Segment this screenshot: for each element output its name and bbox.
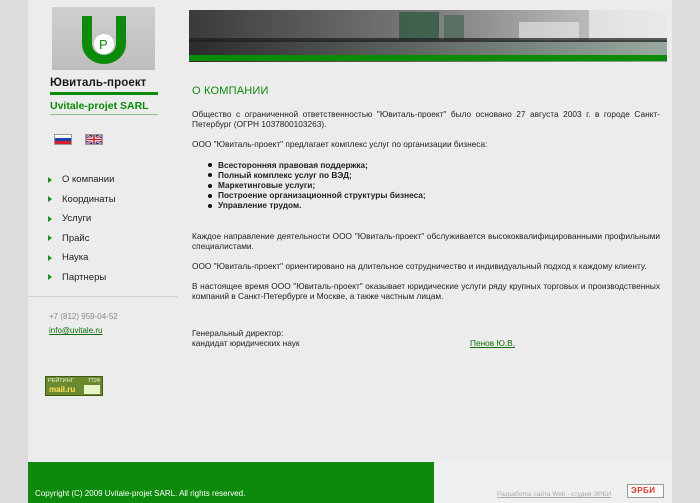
uk-flag-icon[interactable]	[85, 134, 103, 145]
nav-item-contacts[interactable]	[48, 190, 116, 210]
intro-paragraph: Общество с ограниченной ответственностью "Ювиталь-проект" было основано 27 августа 2003 г. в городе Санкт-Петербург (ОГРН 1037800103263).	[192, 109, 660, 130]
nav-link[interactable]: О компании	[62, 174, 115, 186]
counter-logo: mail.ru	[49, 385, 76, 394]
email-link[interactable]: info@uvitale.ru	[49, 326, 103, 335]
logo-icon[interactable]	[78, 14, 130, 64]
developer-logo-text: ЭРБИ	[631, 486, 656, 495]
left-gutter	[0, 0, 28, 503]
brand-name-en: Uvitale-projet SARL	[50, 100, 149, 112]
arrow-right-icon	[48, 196, 52, 202]
right-gutter	[672, 0, 700, 503]
arrow-right-icon	[48, 235, 52, 241]
nav-item-science[interactable]	[48, 248, 116, 268]
list-item: Построение организационной структуры бизнеса;	[218, 190, 660, 200]
signer-degree: кандидат юридических наук	[192, 338, 300, 349]
arrow-right-icon	[48, 274, 52, 280]
nav-link[interactable]: Услуги	[62, 213, 92, 225]
developer-logo[interactable]	[627, 484, 664, 498]
brand-divider	[50, 92, 158, 95]
signer-title: Генеральный директор:	[192, 328, 284, 338]
sidebar-divider	[28, 296, 178, 297]
brand-divider-thin	[50, 114, 158, 115]
arrow-right-icon	[48, 216, 52, 222]
nav-item-partners[interactable]	[48, 268, 116, 288]
counter-value: 7724	[87, 378, 100, 384]
arrow-right-icon	[48, 177, 52, 183]
nav-link[interactable]: Прайс	[62, 232, 90, 244]
arrow-right-icon	[48, 255, 52, 261]
nav-link[interactable]: Наука	[62, 252, 89, 264]
list-item: Полный комплекс услуг по ВЭД;	[218, 170, 660, 180]
brand-name-ru: Ювиталь-проект	[50, 77, 147, 89]
nav-item-price[interactable]	[48, 229, 116, 249]
list-item: Маркетинговые услуги;	[218, 180, 660, 190]
copyright-text: Copyright (C) 2009 Uvitale-projet SARL. All rights reserved.	[35, 489, 246, 498]
clients-paragraph: В настоящее время ООО "Ювиталь-проект" оказывает юридические услуги ряду крупных торговых и производственных компаний в Санкт-Петербурге и Москве, а также частным лицам.	[192, 281, 660, 302]
nav-item-about[interactable]	[48, 170, 116, 190]
phone-number: +7 (812) 959-04-52	[49, 312, 118, 321]
offer-paragraph: ООО "Ювиталь-проект" предлагает комплекс услуг по организации бизнеса:	[192, 139, 488, 150]
header-green-stripe	[189, 55, 667, 61]
nav-link[interactable]: Партнеры	[62, 271, 107, 283]
signer-block	[192, 328, 300, 348]
page-content	[192, 109, 660, 302]
list-item: Всесторонняя правовая поддержка;	[218, 160, 660, 170]
counter-bar	[84, 385, 100, 394]
counter-label: РЕЙТИНГ	[48, 378, 74, 384]
nav-link[interactable]: Координаты	[62, 193, 116, 205]
specialists-paragraph: Каждое направление деятельности ООО "Ювиталь-проект" обслуживается высококвалифицированными профильными специалистами.	[192, 230, 660, 251]
nav-item-services[interactable]	[48, 209, 116, 229]
list-item: Управление трудом.	[218, 200, 660, 210]
main-nav	[48, 170, 116, 287]
services-list	[218, 160, 660, 211]
cooperation-paragraph: ООО "Ювиталь-проект" ориентировано на длительное сотрудничество и индивидуальный подход к каждому клиенту.	[192, 261, 647, 272]
rating-counter[interactable]	[45, 376, 103, 396]
developer-link[interactable]: Разработка сайта Web - студия ЭРБИ	[497, 491, 612, 498]
logo-letter-p: P	[99, 37, 108, 52]
ru-flag-icon[interactable]	[54, 134, 72, 145]
signer-name-link[interactable]: Пенов Ю.В.	[470, 338, 516, 348]
page-title: О КОМПАНИИ	[192, 85, 269, 97]
